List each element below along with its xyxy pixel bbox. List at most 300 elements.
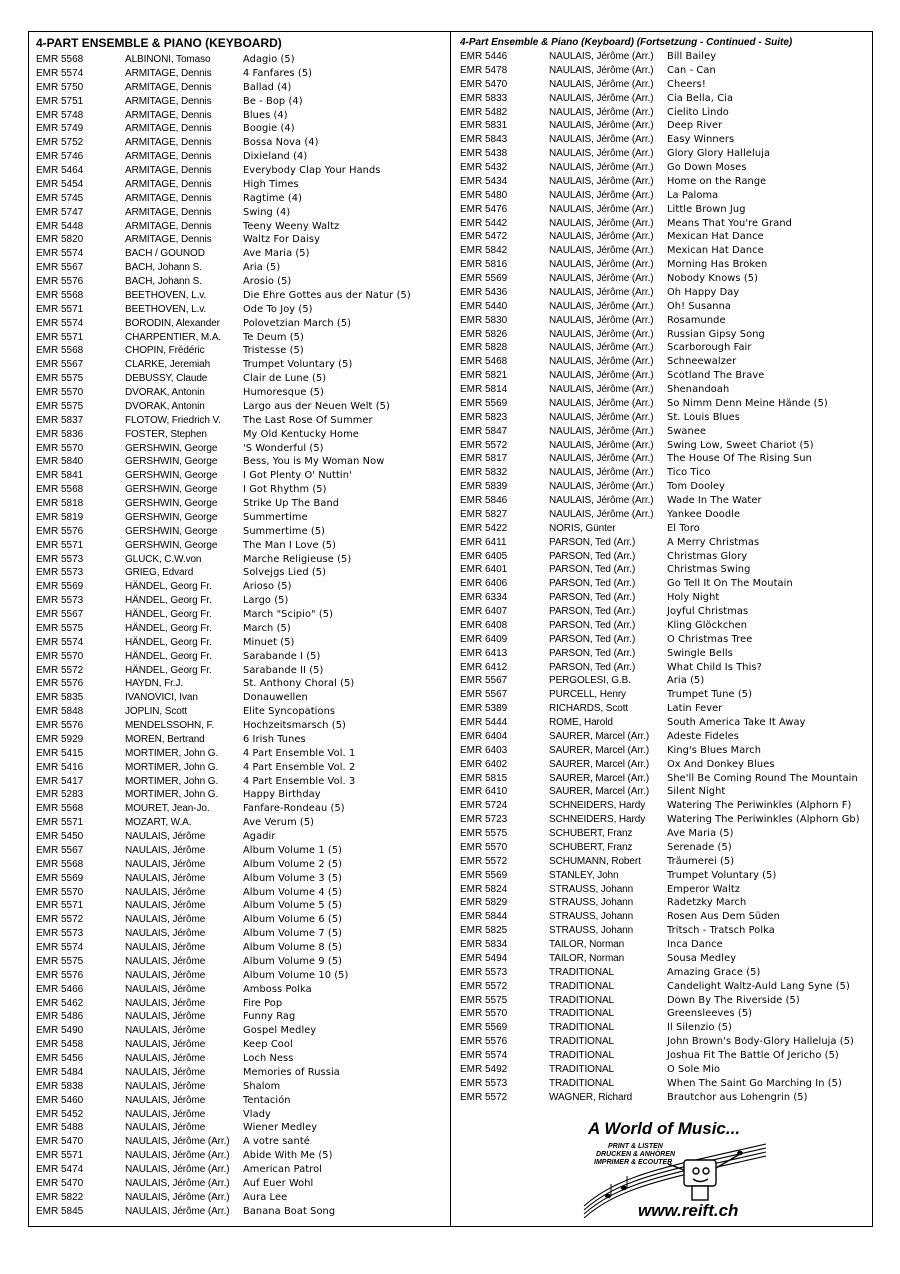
composer-name: NAULAIS, Jérôme (Arr.)	[549, 328, 654, 340]
catalog-number: EMR 6408	[460, 619, 508, 631]
catalog-number: EMR 5747	[36, 206, 84, 218]
composer-name: MENDELSSOHN, F.	[125, 720, 215, 731]
catalog-row	[36, 1205, 446, 1219]
piece-title: Oh! Susanna	[667, 300, 732, 312]
piece-title: Morning Has Broken	[667, 259, 768, 271]
piece-title: Tom Dooley	[667, 481, 726, 493]
composer-name: PERGOLESI, G.B.	[549, 675, 631, 687]
catalog-row	[36, 677, 446, 691]
catalog-row	[460, 119, 870, 133]
piece-title: Vlady	[243, 1108, 271, 1120]
catalog-number: EMR 5454	[36, 178, 84, 190]
piece-title: Träumerei (5)	[667, 855, 735, 867]
composer-name: CLARKE, Jeremiah	[125, 359, 211, 371]
catalog-number: EMR 5575	[36, 373, 84, 385]
piece-title: Memories of Russia	[243, 1066, 340, 1078]
catalog-row	[36, 497, 446, 511]
piece-title: Album Volume 6 (5)	[243, 914, 343, 926]
piece-title: Swing (4)	[243, 206, 291, 218]
piece-title: Cia Bella, Cia	[667, 92, 734, 104]
catalog-row	[36, 192, 446, 206]
catalog-number: EMR 5751	[36, 95, 84, 107]
composer-name: TRADITIONAL	[549, 1022, 615, 1034]
piece-title: I Got Rhythm (5)	[243, 484, 327, 496]
catalog-row	[36, 913, 446, 927]
composer-name: HÄNDEL, Georg Fr.	[125, 581, 212, 593]
catalog-number: EMR 5568	[36, 345, 84, 357]
catalog-row	[460, 688, 870, 702]
composer-name: GERSHWIN, George	[125, 456, 218, 468]
piece-title: Album Volume 7 (5)	[243, 928, 343, 940]
composer-name: NAULAIS, Jérôme	[125, 1039, 206, 1051]
catalog-number: EMR 5478	[460, 64, 508, 76]
composer-name: NAULAIS, Jérôme	[125, 942, 206, 953]
composer-name: ARMITAGE, Dennis	[125, 220, 212, 232]
piece-title: Cielito Lindo	[667, 106, 729, 118]
catalog-number: EMR 5573	[36, 928, 84, 940]
catalog-number: EMR 5462	[36, 997, 84, 1009]
catalog-number: EMR 5840	[36, 456, 84, 468]
composer-name: NAULAIS, Jérôme (Arr.)	[125, 1191, 230, 1203]
composer-name: NAULAIS, Jérôme (Arr.)	[549, 495, 654, 506]
catalog-number: EMR 5833	[460, 92, 508, 104]
catalog-row	[460, 92, 870, 106]
catalog-row	[36, 261, 446, 275]
piece-title: Latin Fever	[667, 703, 723, 715]
catalog-number: EMR 5745	[36, 192, 84, 204]
catalog-row	[36, 511, 446, 525]
catalog-row	[36, 220, 446, 234]
catalog-row	[460, 272, 870, 286]
piece-title: Arosio (5)	[243, 276, 292, 287]
catalog-number: EMR 5568	[36, 54, 84, 65]
piece-title: Russian Gipsy Song	[667, 328, 765, 340]
catalog-number: EMR 5458	[36, 1039, 84, 1051]
composer-name: ARMITAGE, Dennis	[125, 151, 212, 163]
composer-name: HÄNDEL, Georg Fr.	[125, 595, 212, 607]
piece-title: Waltz For Daisy	[243, 234, 320, 246]
piece-title: Brautchor aus Lohengrin (5)	[667, 1091, 808, 1103]
catalog-row	[36, 969, 446, 983]
catalog-row	[460, 341, 870, 355]
composer-name: NAULAIS, Jérôme (Arr.)	[549, 78, 654, 90]
catalog-row	[460, 841, 870, 855]
composer-name: MORTIMER, John G.	[125, 775, 219, 787]
piece-title: Happy Birthday	[243, 789, 321, 801]
piece-title: So Nimm Denn Meine Hände (5)	[667, 397, 828, 409]
catalog-number: EMR 5828	[460, 342, 508, 354]
piece-title: Dixieland (4)	[243, 151, 308, 163]
composer-name: NAULAIS, Jérôme (Arr.)	[125, 1164, 230, 1175]
composer-name: NAULAIS, Jérôme (Arr.)	[549, 425, 654, 437]
catalog-number: EMR 5415	[36, 747, 84, 759]
logo-title: A World of Music...	[588, 1119, 741, 1138]
piece-title: Swanee	[667, 425, 707, 437]
piece-title: Die Ehre Gottes aus der Natur (5)	[243, 289, 411, 301]
piece-title: Album Volume 9 (5)	[243, 955, 343, 967]
piece-title: Strike Up The Band	[243, 498, 340, 509]
catalog-row	[460, 674, 870, 688]
continued-title: 4-Part Ensemble & Piano (Keyboard) (Fortsetzung - Continued - Suite)	[460, 37, 793, 48]
catalog-row	[460, 744, 870, 758]
composer-name: FOSTER, Stephen	[125, 428, 207, 440]
piece-title: Sarabande I (5)	[243, 650, 321, 662]
piece-title: Aria (5)	[243, 262, 281, 274]
catalog-number: EMR 6412	[460, 661, 508, 673]
piece-title: Aura Lee	[243, 1191, 288, 1203]
catalog-row	[36, 539, 446, 553]
piece-title: Ode To Joy (5)	[243, 303, 313, 315]
catalog-row	[36, 289, 446, 303]
composer-name: HÄNDEL, Georg Fr.	[125, 664, 212, 676]
catalog-row	[36, 400, 446, 414]
composer-name: NAULAIS, Jérôme	[125, 858, 206, 870]
catalog-row	[36, 164, 446, 178]
catalog-number: EMR 5832	[460, 467, 508, 479]
piece-title: Clair de Lune (5)	[243, 373, 327, 385]
piece-title: Sarabande II (5)	[243, 664, 324, 676]
catalog-row	[460, 730, 870, 744]
catalog-row	[460, 133, 870, 147]
composer-name: PARSON, Ted (Arr.)	[549, 661, 636, 673]
composer-name: NAULAIS, Jérôme (Arr.)	[549, 397, 654, 409]
catalog-row	[460, 1007, 870, 1021]
composer-name: HÄNDEL, Georg Fr.	[125, 609, 212, 620]
composer-name: RICHARDS, Scott	[549, 703, 629, 715]
piece-title: Everybody Clap Your Hands	[243, 165, 381, 176]
piece-title: Silent Night	[667, 786, 726, 798]
catalog-number: EMR 6403	[460, 744, 508, 756]
composer-name: NAULAIS, Jérôme (Arr.)	[549, 175, 654, 187]
piece-title: Rosamunde	[667, 314, 726, 326]
piece-title: Trumpet Voluntary (5)	[667, 869, 777, 881]
catalog-row	[36, 886, 446, 900]
composer-name: NAULAIS, Jérôme (Arr.)	[549, 231, 654, 243]
piece-title: The House Of The Rising Sun	[667, 453, 812, 465]
catalog-number: EMR 5571	[36, 303, 84, 315]
composer-name: IVANOVICI, Ivan	[125, 692, 198, 704]
composer-name: STRAUSS, Johann	[549, 911, 634, 923]
piece-title: Album Volume 2 (5)	[243, 858, 343, 870]
catalog-row	[460, 439, 870, 453]
piece-title: Nobody Knows (5)	[667, 273, 759, 284]
catalog-number: EMR 5468	[460, 356, 508, 368]
composer-name: JOPLIN, Scott	[125, 706, 188, 718]
catalog-number: EMR 5825	[460, 925, 508, 937]
catalog-number: EMR 5567	[460, 675, 508, 687]
piece-title: Album Volume 8 (5)	[243, 942, 343, 953]
piece-title: 4 Fanfares (5)	[243, 67, 313, 79]
catalog-row	[36, 636, 446, 650]
logo-url: www.reift.ch	[638, 1201, 739, 1220]
catalog-number: EMR 5822	[36, 1191, 84, 1203]
catalog-number: EMR 5442	[460, 217, 508, 229]
piece-title: Emperor Waltz	[667, 883, 740, 895]
composer-name: SCHNEIDERS, Hardy	[549, 800, 646, 812]
piece-title: My Old Kentucky Home	[243, 428, 359, 440]
piece-title: Watering The Periwinkles (Alphorn F)	[667, 800, 852, 812]
catalog-number: EMR 5570	[460, 1008, 508, 1020]
composer-name: NAULAIS, Jérôme	[125, 969, 206, 981]
catalog-row	[36, 1052, 446, 1066]
catalog-number: EMR 5456	[36, 1053, 84, 1064]
piece-title: 'S Wonderful (5)	[243, 442, 324, 454]
catalog-row	[36, 275, 446, 289]
composer-name: NAULAIS, Jérôme	[125, 1094, 206, 1106]
composer-name: NAULAIS, Jérôme	[125, 900, 206, 912]
piece-title: Yankee Doodle	[667, 508, 741, 520]
composer-name: NAULAIS, Jérôme	[125, 1080, 206, 1092]
piece-title: Elite Syncopations	[243, 706, 336, 718]
catalog-number: EMR 6409	[460, 633, 508, 645]
catalog-number: EMR 5576	[36, 525, 84, 537]
catalog-number: EMR 6405	[460, 550, 508, 562]
composer-name: NAULAIS, Jérôme (Arr.)	[549, 189, 654, 201]
piece-title: Trumpet Voluntary (5)	[243, 359, 353, 371]
catalog-number: EMR 5492	[460, 1063, 508, 1075]
composer-name: ALBINONI, Tomaso	[125, 54, 211, 65]
composer-name: TRADITIONAL	[549, 1036, 615, 1048]
composer-name: ARMITAGE, Dennis	[125, 67, 212, 79]
piece-title: Largo (5)	[243, 595, 289, 607]
catalog-row	[460, 106, 870, 120]
piece-title: Deep River	[667, 120, 723, 132]
catalog-row	[36, 1080, 446, 1094]
piece-title: Ox And Donkey Blues	[667, 758, 775, 770]
catalog-row	[36, 136, 446, 150]
catalog-row	[36, 858, 446, 872]
composer-name: NAULAIS, Jérôme (Arr.)	[549, 384, 654, 395]
composer-name: NAULAIS, Jérôme	[125, 914, 206, 926]
catalog-number: EMR 5470	[36, 1177, 84, 1189]
catalog-row	[460, 938, 870, 952]
composer-name: ARMITAGE, Dennis	[125, 206, 212, 218]
composer-name: NAULAIS, Jérôme (Arr.)	[549, 439, 654, 451]
piece-title: 6 Irish Tunes	[243, 733, 306, 745]
piece-title: Little Brown Jug	[667, 203, 746, 215]
piece-title: Humoresque (5)	[243, 387, 324, 398]
piece-title: O Christmas Tree	[667, 633, 753, 645]
catalog-row	[36, 622, 446, 636]
catalog-number: EMR 5848	[36, 706, 84, 718]
catalog-row	[460, 383, 870, 397]
piece-title: Swingle Bells	[667, 647, 733, 659]
composer-name: PARSON, Ted (Arr.)	[549, 578, 636, 590]
catalog-number: EMR 5929	[36, 733, 84, 745]
catalog-number: EMR 5567	[36, 609, 84, 620]
catalog-number: EMR 5829	[460, 897, 508, 909]
catalog-number: EMR 6406	[460, 578, 508, 590]
composer-name: STRAUSS, Johann	[549, 883, 634, 895]
catalog-number: EMR 5482	[460, 106, 508, 118]
catalog-row	[36, 719, 446, 733]
catalog-row	[460, 994, 870, 1008]
catalog-number: EMR 5575	[460, 828, 508, 839]
catalog-number: EMR 5573	[36, 567, 84, 579]
piece-title: Ave Verum (5)	[243, 817, 315, 829]
catalog-row	[36, 580, 446, 594]
composer-name: DEBUSSY, Claude	[125, 373, 208, 385]
catalog-row	[460, 1049, 870, 1063]
composer-name: STRAUSS, Johann	[549, 897, 634, 909]
catalog-row	[36, 983, 446, 997]
catalog-row	[460, 758, 870, 772]
piece-title: Arioso (5)	[243, 581, 292, 593]
piece-title: Donauwellen	[243, 692, 308, 704]
catalog-number: EMR 5470	[460, 78, 508, 90]
piece-title: Radetzky March	[667, 897, 747, 909]
catalog-number: EMR 5452	[36, 1108, 84, 1120]
catalog-number: EMR 5819	[36, 511, 84, 523]
catalog-number: EMR 5827	[460, 508, 508, 520]
composer-name: NAULAIS, Jérôme (Arr.)	[549, 481, 654, 493]
catalog-row	[460, 577, 870, 591]
catalog-row	[36, 1108, 446, 1122]
composer-name: MORTIMER, John G.	[125, 789, 219, 801]
catalog-row	[36, 150, 446, 164]
catalog-number: EMR 5569	[460, 1022, 508, 1034]
piece-title: Gospel Medley	[243, 1025, 317, 1037]
left-catalog-list	[36, 53, 446, 1219]
piece-title: Trumpet Tune (5)	[667, 689, 753, 701]
composer-name: MORTIMER, John G.	[125, 761, 219, 773]
piece-title: Joyful Christmas	[667, 606, 749, 617]
composer-name: NAULAIS, Jérôme (Arr.)	[125, 1136, 230, 1148]
composer-name: GERSHWIN, George	[125, 442, 218, 454]
catalog-number: EMR 5836	[36, 428, 84, 440]
catalog-number: EMR 5434	[460, 175, 508, 187]
composer-name: NAULAIS, Jérôme	[125, 872, 206, 884]
piece-title: Bossa Nova (4)	[243, 137, 319, 149]
catalog-number: EMR 5488	[36, 1122, 84, 1134]
piece-title: High Times	[243, 178, 299, 190]
catalog-number: EMR 5494	[460, 952, 508, 964]
catalog-number: EMR 5486	[36, 1011, 84, 1023]
piece-title: Blues (4)	[243, 109, 288, 121]
catalog-number: EMR 5834	[460, 939, 508, 950]
composer-name: SAURER, Marcel (Arr.)	[549, 772, 650, 784]
catalog-number: EMR 5576	[36, 678, 84, 690]
piece-title: Scarborough Fair	[667, 342, 752, 354]
catalog-row	[460, 286, 870, 300]
logo-line1: PRINT & LISTEN	[608, 1143, 663, 1150]
composer-name: TRADITIONAL	[549, 1063, 615, 1075]
catalog-number: EMR 5574	[36, 942, 84, 953]
catalog-number: EMR 5574	[36, 636, 84, 648]
reift-logo	[580, 1118, 770, 1222]
catalog-number: EMR 5440	[460, 300, 508, 312]
piece-title: Album Volume 10 (5)	[243, 969, 349, 981]
piece-title: John Brown's Body-Glory Halleluja (5)	[667, 1036, 854, 1048]
catalog-row	[36, 1121, 446, 1135]
composer-name: SCHNEIDERS, Hardy	[549, 814, 646, 826]
composer-name: NAULAIS, Jérôme (Arr.)	[549, 106, 654, 118]
column-divider	[450, 31, 451, 1227]
catalog-number: EMR 5571	[36, 900, 84, 912]
catalog-row	[36, 775, 446, 789]
catalog-number: EMR 5843	[460, 134, 508, 146]
composer-name: BACH, Johann S.	[125, 262, 202, 274]
catalog-row	[36, 830, 446, 844]
catalog-row	[36, 899, 446, 913]
catalog-number: EMR 6407	[460, 606, 508, 617]
composer-name: ARMITAGE, Dennis	[125, 192, 212, 204]
catalog-number: EMR 5838	[36, 1080, 84, 1092]
composer-name: TAILOR, Norman	[549, 952, 625, 964]
catalog-number: EMR 5416	[36, 761, 84, 773]
catalog-row	[460, 647, 870, 661]
composer-name: GERSHWIN, George	[125, 511, 218, 523]
composer-name: NAULAIS, Jérôme (Arr.)	[549, 314, 654, 326]
piece-title: Polovetzian March (5)	[243, 317, 352, 329]
piece-title: March "Scipio" (5)	[243, 609, 334, 620]
composer-name: PARSON, Ted (Arr.)	[549, 592, 636, 604]
catalog-row	[460, 772, 870, 786]
piece-title: Rosen Aus Dem Süden	[667, 911, 780, 923]
catalog-row	[36, 95, 446, 109]
piece-title: Christmas Glory	[667, 550, 748, 562]
composer-name: NAULAIS, Jérôme (Arr.)	[549, 120, 654, 132]
catalog-number: EMR 5572	[460, 980, 508, 992]
piece-title: Album Volume 3 (5)	[243, 872, 343, 884]
composer-name: WAGNER, Richard	[549, 1091, 633, 1103]
piece-title: Easy Winners	[667, 134, 735, 146]
piece-title: A Merry Christmas	[667, 536, 760, 548]
composer-name: NAULAIS, Jérôme	[125, 1122, 206, 1134]
piece-title: Fire Pop	[243, 997, 283, 1009]
catalog-number: EMR 5837	[36, 414, 84, 426]
catalog-row	[460, 605, 870, 619]
catalog-row	[36, 386, 446, 400]
piece-title: Greensleeves (5)	[667, 1008, 753, 1020]
piece-title: Scotland The Brave	[667, 370, 765, 382]
catalog-row	[36, 372, 446, 386]
piece-title: Home on the Range	[667, 175, 767, 187]
catalog-row	[36, 747, 446, 761]
composer-name: ROME, Harold	[549, 717, 613, 728]
piece-title: 4 Part Ensemble Vol. 1	[243, 747, 356, 759]
catalog-row	[36, 802, 446, 816]
piece-title: I Got Plenty O' Nuttin'	[243, 470, 352, 482]
piece-title: Funny Rag	[243, 1011, 296, 1023]
catalog-row	[460, 425, 870, 439]
catalog-row	[36, 525, 446, 539]
composer-name: BACH / GOUNOD	[125, 248, 205, 260]
piece-title: 4 Part Ensemble Vol. 2	[243, 761, 356, 773]
piece-title: Be - Bop (4)	[243, 95, 303, 107]
composer-name: TRADITIONAL	[549, 980, 615, 992]
catalog-row	[460, 716, 870, 730]
composer-name: GERSHWIN, George	[125, 484, 218, 496]
composer-name: PURCELL, Henry	[549, 689, 626, 701]
piece-title: Watering The Periwinkles (Alphorn Gb)	[667, 814, 860, 826]
catalog-row	[460, 827, 870, 841]
catalog-row	[36, 566, 446, 580]
catalog-row	[460, 161, 870, 175]
catalog-row	[36, 608, 446, 622]
catalog-row	[36, 303, 446, 317]
catalog-number: EMR 5576	[460, 1036, 508, 1048]
composer-name: NAULAIS, Jérôme	[125, 1053, 206, 1064]
catalog-row	[36, 816, 446, 830]
catalog-row	[36, 1163, 446, 1177]
composer-name: TAILOR, Norman	[549, 939, 625, 950]
catalog-row	[460, 883, 870, 897]
catalog-row	[460, 661, 870, 675]
composer-name: BEETHOVEN, L.v.	[125, 303, 207, 315]
catalog-row	[36, 997, 446, 1011]
catalog-row	[36, 733, 446, 747]
